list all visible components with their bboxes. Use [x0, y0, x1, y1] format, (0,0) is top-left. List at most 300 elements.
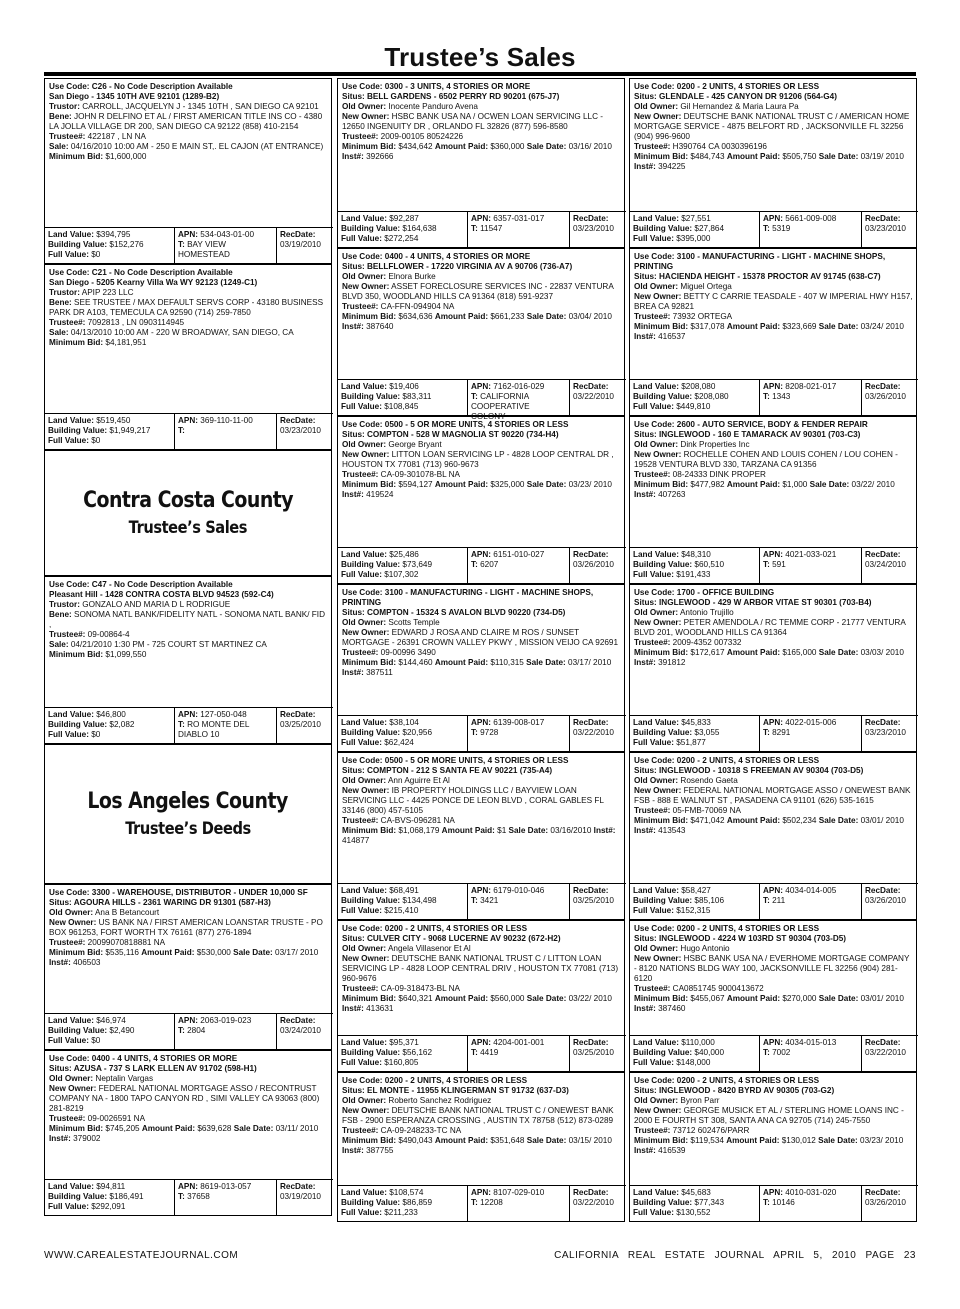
- listing-record: [45, 265, 331, 413]
- county-section: Trustee’s Deeds: [125, 819, 251, 840]
- field-value: 387460: [655, 1004, 686, 1013]
- field-label: Trustee#:: [342, 1126, 379, 1135]
- field-value: Inocente Panduro Avena: [386, 102, 478, 111]
- record-line: [342, 588, 621, 608]
- valuation-bldg: $27,864: [694, 223, 725, 233]
- field-label: Trustee#:: [634, 638, 671, 647]
- field-value: 391812: [655, 658, 686, 667]
- valuation-cell: [468, 548, 570, 583]
- record-line: [49, 590, 328, 600]
- listing-slot: [44, 78, 332, 264]
- valuation-label: APN:: [763, 214, 786, 223]
- valuation-cell: [277, 1180, 333, 1215]
- record-line: [634, 1126, 913, 1136]
- valuation-row: [630, 715, 918, 751]
- valuation-label: APN:: [763, 1038, 786, 1047]
- field-label: Use Code: 0200 - 2 UNITS, 4 STORIES OR LESS: [634, 756, 820, 765]
- field-value: H390764 CA 0030396196: [670, 142, 767, 151]
- field-label: Use Code: 3100 - MANUFACTURING - LIGHT - MACHINE SHOPS, PRINTING: [342, 588, 594, 607]
- field-value: Rosendo Gaeta: [678, 776, 738, 785]
- valuation-label: Full Value:: [48, 1035, 92, 1045]
- valuation-label: RecDate:: [865, 1188, 901, 1197]
- record-line: [49, 908, 328, 918]
- field-value: 422187 , LN NA: [85, 132, 146, 141]
- valuation-cell: [570, 212, 626, 247]
- valuation-full: $292,091: [91, 1201, 126, 1211]
- field-label: Sale:: [49, 640, 69, 649]
- listing-slot: [629, 78, 917, 248]
- field-value: 03/17/ 2010: [272, 948, 319, 957]
- field-value: $351,648: [488, 1136, 527, 1145]
- field-label: Trustee#:: [49, 132, 86, 141]
- field-value: 09-0026591 NA: [85, 1114, 146, 1123]
- field-label: Trustee#:: [49, 318, 86, 327]
- field-value: 73932 ORTEGA: [670, 312, 733, 321]
- valuation-cell: [468, 380, 570, 421]
- valuation-land: $38,104: [389, 718, 419, 727]
- field-value: 03/17/ 2010: [565, 658, 612, 667]
- record-line: [49, 92, 328, 102]
- field-label: Situs: COMPTON - 15324 S AVALON BLVD 90220 (734-D5): [342, 608, 566, 617]
- field-label: Minimum Bid:: [342, 312, 397, 321]
- record-line: [634, 588, 913, 598]
- field-label: Situs: INGLEWOOD - 4224 W 103RD ST 90304 (703-D5): [634, 934, 847, 943]
- field-value: $640,321: [396, 994, 435, 1003]
- valuation-label: Building Value:: [341, 559, 403, 569]
- field-label: Inst#:: [634, 162, 656, 171]
- field-label: Use Code: 0200 - 2 UNITS, 4 STORIES OR LESS: [634, 82, 820, 91]
- record-line: [49, 152, 328, 162]
- valuation-cell: [630, 716, 760, 751]
- valuation-label: Land Value:: [633, 886, 682, 895]
- listing-slot: [44, 576, 332, 744]
- record-line: [49, 112, 328, 132]
- valuation-label: Full Value:: [341, 401, 385, 411]
- field-label: Inst#:: [342, 490, 364, 499]
- field-label: Minimum Bid:: [634, 648, 689, 657]
- valuation-label: APN:: [471, 550, 494, 559]
- field-label: Situs: BELL GARDENS - 6502 PERRY RD 90201 (675-J7): [342, 92, 560, 101]
- valuation-rec: 03/26/2010: [865, 1197, 906, 1207]
- field-value: George Bryant: [386, 440, 442, 449]
- record-line: [342, 450, 621, 470]
- field-value: 387511: [363, 668, 393, 677]
- field-label: Minimum Bid:: [634, 480, 689, 489]
- valuation-label: APN:: [471, 718, 494, 727]
- valuation-cell: [175, 414, 277, 449]
- field-label: Inst#:: [634, 332, 656, 341]
- valuation-label: Land Value:: [633, 1038, 682, 1047]
- valuation-label: Full Value:: [341, 905, 385, 915]
- field-value: $1: [494, 826, 509, 835]
- record-line: [342, 826, 621, 846]
- field-value: 03/16/ 2010: [566, 142, 612, 151]
- field-value: 7092813 , LN 0903114945: [85, 318, 185, 327]
- valuation-apn: 6357-031-017: [493, 214, 545, 223]
- record-line: [634, 638, 913, 648]
- field-label: Inst#:: [342, 1146, 364, 1155]
- record-line: [49, 898, 328, 908]
- valuation-t: 211: [772, 895, 786, 905]
- field-value: CA-FFN-094904 NA: [378, 302, 455, 311]
- field-value: 416539: [655, 1146, 686, 1155]
- valuation-label: Building Value:: [48, 1025, 110, 1035]
- record-line: [634, 598, 913, 608]
- valuation-land: $110,000: [681, 1038, 715, 1047]
- field-value: $634,636: [396, 312, 435, 321]
- valuation-label: T:: [763, 1197, 773, 1207]
- record-line: [634, 648, 913, 668]
- field-value: Scotts Temple: [386, 618, 440, 627]
- valuation-row: [338, 883, 626, 919]
- valuation-label: T:: [471, 1197, 481, 1207]
- field-label: Minimum Bid:: [342, 142, 397, 151]
- valuation-apn: 369-110-11-00: [200, 416, 253, 425]
- field-value: EDWARD J ROSA AND CLAIRE M ROS / SUNSET MORTGAGE - 26391 CROWN VALLEY PKWY , MISSION VEIJO CA 92691: [342, 628, 619, 647]
- valuation-t: 37658: [187, 1191, 210, 1201]
- valuation-label: Building Value:: [48, 239, 110, 249]
- field-value: $323,669: [780, 322, 819, 331]
- valuation-label: APN:: [471, 214, 494, 223]
- valuation-cell: [277, 708, 333, 743]
- field-value: $1,000: [780, 480, 810, 489]
- field-value: $325,000: [488, 480, 527, 489]
- field-value: $502,234: [780, 816, 819, 825]
- valuation-label: Building Value:: [633, 1047, 695, 1057]
- valuation-label: APN:: [763, 1188, 786, 1197]
- valuation-row: [338, 547, 626, 583]
- field-label: New Owner:: [634, 954, 682, 963]
- record-line: [49, 918, 328, 938]
- valuation-cell: [277, 1014, 333, 1049]
- field-label: New Owner:: [342, 628, 390, 637]
- valuation-land: $208,080: [681, 382, 716, 391]
- field-label: Situs: HACIENDA HEIGHT - 15378 PROCTOR AV 91745 (638-C7): [634, 272, 881, 281]
- valuation-cell: [630, 380, 760, 415]
- field-value: Elnora Burke: [386, 272, 436, 281]
- record-line: [342, 1086, 621, 1096]
- field-value: LITTON LOAN SERVICING LP - 4828 LOOP CENTRAL DR , HOUSTON TX 77081 (713) 960-9673: [342, 450, 614, 469]
- field-value: HSBC BANK USA NA / EVERHOME MORTGAGE COMPANY - 8120 NATIONS BLDG WAY 100, JACKSONVILLE FL 32256 (904) 281-6120: [634, 954, 910, 983]
- field-value: 05-FMB-70069 NA: [670, 806, 741, 815]
- valuation-row: [45, 1013, 333, 1049]
- field-label: Use Code: C21 - No Code Description Available: [49, 268, 233, 277]
- valuation-label: Building Value:: [341, 727, 403, 737]
- record-line: [342, 420, 621, 430]
- record-line: [634, 152, 913, 172]
- field-value: IB PROPERTY HOLDINGS LLC / BAYVIEW LOAN SERVICING LLC - 4425 PONCE DE LEON BLVD , CORAL GABLES FL 33146 (800) 457-5105: [342, 786, 604, 815]
- valuation-bldg: $3,055: [694, 727, 720, 737]
- record-line: [634, 292, 913, 312]
- valuation-rec: 03/23/2010: [865, 223, 906, 233]
- valuation-label: Land Value:: [48, 1016, 97, 1025]
- valuation-cell: [570, 380, 626, 415]
- valuation-full: $152,315: [676, 905, 711, 915]
- field-value: 03/01/ 2010: [858, 816, 904, 825]
- field-label: Minimum Bid:: [634, 816, 689, 825]
- valuation-cell: [468, 716, 570, 751]
- valuation-rec: 03/25/2010: [280, 719, 321, 729]
- valuation-label: T:: [763, 559, 773, 569]
- field-value: Antonio Trujillo: [678, 608, 734, 617]
- field-label: Inst#:: [593, 826, 616, 835]
- valuation-cell: [862, 884, 918, 919]
- field-value: $270,000: [780, 994, 819, 1003]
- valuation-cell: [862, 716, 918, 751]
- valuation-land: $519,450: [96, 416, 131, 425]
- field-label: Trustee#:: [634, 470, 671, 479]
- field-value: $172,617: [688, 648, 727, 657]
- valuation-t: 4419: [480, 1047, 499, 1057]
- listing-record: [338, 417, 624, 547]
- field-value: 03/22/ 2010: [849, 480, 895, 489]
- field-value: 387755: [363, 1146, 394, 1155]
- field-label: Situs: AGOURA HILLS - 2361 WARING DR 91301 (587-H3): [49, 898, 271, 907]
- listing-record: [630, 249, 916, 379]
- field-value: DEUTSCHE BANK NATIONAL TRUST C / AMERICAN HOME MORTGAGE SERVICE - 4875 BELFORT RD , JACKSONVILLE FL 32256 (904) 996-9600: [634, 112, 910, 141]
- field-label: Amount Paid:: [726, 648, 781, 657]
- valuation-apn: 7162-016-029: [493, 382, 545, 391]
- valuation-bldg: $86,859: [402, 1197, 433, 1207]
- valuation-cell: [760, 1036, 862, 1071]
- valuation-full: $108,845: [384, 401, 419, 411]
- record-line: [634, 440, 913, 450]
- valuation-cell: [570, 1036, 626, 1071]
- valuation-cell: [175, 708, 277, 743]
- field-label: Situs: INGLEWOOD - 10318 S FREEMAN AV 90304 (703-D5): [634, 766, 864, 775]
- valuation-rec: 03/25/2010: [573, 895, 614, 905]
- valuation-label: Full Value:: [341, 1207, 385, 1217]
- record-line: [342, 1096, 621, 1106]
- valuation-apn: 4010-031-020: [785, 1188, 837, 1197]
- field-value: 09-00996 3490: [378, 648, 436, 657]
- record-line: [342, 648, 621, 658]
- valuation-label: RecDate:: [573, 1188, 609, 1197]
- record-line: [49, 600, 328, 610]
- field-label: Use Code: 3100 - MANUFACTURING - LIGHT - MACHINE SHOPS, PRINTING: [634, 252, 886, 271]
- valuation-apn: 8107-029-010: [493, 1188, 545, 1197]
- valuation-label: Full Value:: [341, 1057, 385, 1067]
- valuation-land: $94,811: [96, 1182, 126, 1191]
- field-value: DEUTSCHE BANK NATIONAL TRUST C / ONEWEST BANK FSB - 2900 ESPERANZA CROSSING , AUSTIN TX 78758 (512) 873-0289: [342, 1106, 614, 1125]
- valuation-label: RecDate:: [865, 886, 901, 895]
- field-label: New Owner:: [634, 292, 682, 301]
- valuation-cell: [175, 228, 277, 263]
- listing-slot: [629, 248, 917, 416]
- field-value: CARROLL, JACQUELYN J - 1345 10TH , SAN DIEGO CA 92101: [79, 102, 319, 111]
- record-line: [634, 92, 913, 102]
- valuation-full: $215,410: [384, 905, 419, 915]
- field-value: $471,042: [688, 816, 727, 825]
- valuation-label: RecDate:: [280, 1016, 316, 1025]
- record-line: [342, 786, 621, 816]
- field-label: Amount Paid:: [434, 312, 489, 321]
- listing-slot: [44, 884, 332, 1050]
- valuation-row: [630, 1185, 918, 1221]
- field-label: Minimum Bid:: [634, 322, 689, 331]
- field-value: $144,460: [396, 658, 435, 667]
- field-label: Old Owner:: [342, 776, 387, 785]
- record-line: [634, 102, 913, 112]
- valuation-row: [630, 883, 918, 919]
- field-label: Situs: BELLFLOWER - 17220 VIRGINIA AV A 90706 (736-A7): [342, 262, 573, 271]
- field-value: $477,982: [688, 480, 727, 489]
- field-label: Old Owner:: [634, 1096, 679, 1105]
- valuation-land: $19,406: [389, 382, 419, 391]
- valuation-row: [338, 1185, 626, 1221]
- valuation-cell: [862, 1186, 918, 1221]
- valuation-land: $92,287: [389, 214, 419, 223]
- valuation-bldg: $164,638: [402, 223, 437, 233]
- field-value: 416537: [655, 332, 686, 341]
- field-value: $745,205: [103, 1124, 142, 1133]
- field-value: 08-24333 DINK PROPER: [670, 470, 766, 479]
- valuation-row: [338, 715, 626, 751]
- valuation-apn: 127-050-048: [200, 710, 247, 719]
- field-value: $1,600,000: [103, 152, 147, 161]
- valuation-label: APN:: [178, 230, 201, 239]
- valuation-t: 3421: [480, 895, 499, 905]
- record-line: [634, 272, 913, 282]
- valuation-t: 11547: [480, 223, 503, 233]
- valuation-cell: [45, 1014, 175, 1049]
- field-label: Situs: COMPTON - 528 W MAGNOLIA ST 90220 (734-H4): [342, 430, 559, 439]
- listing-record: [45, 1051, 331, 1179]
- record-line: [634, 776, 913, 786]
- valuation-label: Building Value:: [48, 425, 110, 435]
- valuation-full: $107,302: [384, 569, 419, 579]
- field-value: SEE TRUSTEE / MAX DEFAULT SERVS CORP - 43180 BUSINESS PARK DR A103, TEMECULA CA 92590 (714) 259-7850: [49, 298, 324, 317]
- valuation-label: Full Value:: [48, 435, 92, 445]
- record-line: [49, 948, 328, 968]
- field-label: Sale Date:: [818, 648, 859, 657]
- field-label: Amount Paid:: [141, 1124, 196, 1133]
- record-line: [634, 984, 913, 994]
- valuation-label: Full Value:: [341, 569, 385, 579]
- valuation-cell: [862, 212, 918, 247]
- record-line: [49, 298, 328, 318]
- field-value: 03/24/ 2010: [858, 322, 904, 331]
- valuation-label: RecDate:: [573, 886, 609, 895]
- valuation-bldg: $2,082: [109, 719, 135, 729]
- valuation-cell: [760, 716, 862, 751]
- page-title: Trustee’s Sales: [384, 42, 576, 72]
- record-line: [634, 924, 913, 934]
- valuation-label: T:: [763, 223, 773, 233]
- field-label: New Owner:: [634, 786, 682, 795]
- field-label: Trustee#:: [342, 816, 379, 825]
- record-line: [342, 1106, 621, 1126]
- record-line: [634, 786, 913, 806]
- record-line: [634, 994, 913, 1014]
- valuation-land: $394,795: [96, 230, 131, 239]
- record-line: [342, 440, 621, 450]
- valuation-label: Land Value:: [633, 1188, 682, 1197]
- listing-slot: [337, 920, 625, 1072]
- field-label: Situs: AZUSA - 737 S LARK ELLEN AV 91702 (598-H1): [49, 1064, 257, 1073]
- field-value: 04/21/2010 1:30 PM - 725 COURT ST MARTINEZ CA: [68, 640, 267, 649]
- valuation-label: RecDate:: [865, 1038, 901, 1047]
- valuation-label: RecDate:: [573, 214, 609, 223]
- field-label: Minimum Bid:: [634, 152, 689, 161]
- valuation-full: $191,433: [676, 569, 711, 579]
- valuation-cell: [862, 1036, 918, 1071]
- valuation-land: $68,491: [389, 886, 419, 895]
- valuation-label: Land Value:: [48, 710, 97, 719]
- valuation-full: $130,552: [676, 1207, 711, 1217]
- valuation-bldg: $134,498: [402, 895, 437, 905]
- field-value: 03/16/2010: [548, 826, 594, 835]
- valuation-apn: 6179-010-046: [493, 886, 545, 895]
- record-line: [342, 142, 621, 162]
- valuation-apn: 5661-009-008: [785, 214, 837, 223]
- field-value: 73712 602476/PARR: [670, 1126, 750, 1135]
- valuation-land: $108,574: [389, 1188, 424, 1197]
- field-label: Amount Paid:: [434, 658, 489, 667]
- field-label: Minimum Bid:: [49, 1124, 104, 1133]
- valuation-apn: 4034-015-013: [785, 1038, 837, 1047]
- record-line: [634, 480, 913, 500]
- field-value: 406503: [70, 958, 101, 967]
- field-label: Trustee#:: [342, 302, 379, 311]
- valuation-bldg: $1,949,217: [109, 425, 151, 435]
- record-line: [634, 756, 913, 766]
- valuation-apn: 4034-014-005: [785, 886, 837, 895]
- field-value: $130,012: [779, 1136, 819, 1145]
- footer-website: WWW.CAREALESTATEJOURNAL.COM: [44, 1250, 239, 1261]
- valuation-label: RecDate:: [280, 230, 316, 239]
- valuation-label: RecDate:: [280, 1182, 316, 1191]
- field-value: ROCHELLE COHEN AND LOUIS COHEN / LOU COHEN - 19528 VENTURA BLVD 330, TARZANA CA 91356: [634, 450, 898, 469]
- field-label: Situs: CULVER CITY - 9068 LUCERNE AV 90232 (672-H2): [342, 934, 561, 943]
- valuation-full: $395,000: [676, 233, 711, 243]
- valuation-t: 1343: [772, 391, 791, 401]
- field-label: New Owner:: [634, 618, 682, 627]
- listing-record: [338, 753, 624, 883]
- field-value: 09-00864-4: [85, 630, 130, 639]
- record-line: [342, 608, 621, 618]
- valuation-full: $62,424: [384, 737, 414, 747]
- field-label: Sale:: [49, 328, 69, 337]
- field-label: Trustee#:: [634, 142, 671, 151]
- field-label: Sale Date:: [526, 312, 567, 321]
- field-label: Use Code: 0200 - 2 UNITS, 4 STORIES OR LESS: [634, 1076, 820, 1085]
- field-value: 414877: [342, 836, 370, 845]
- field-label: Sale Date:: [233, 948, 273, 957]
- record-line: [634, 934, 913, 944]
- field-label: Old Owner:: [634, 776, 679, 785]
- listing-slot: [337, 416, 625, 584]
- listing-slot: [629, 1072, 917, 1222]
- record-line: [634, 1086, 913, 1096]
- valuation-cell: [338, 884, 468, 919]
- county-section: Trustee’s Sales: [128, 518, 248, 539]
- field-label: Pleasant Hill - 1428 CONTRA COSTA BLVD 94523 (592-C4): [49, 590, 274, 599]
- field-label: Use Code: 0200 - 2 UNITS, 4 STORIES OR LESS: [342, 1076, 528, 1085]
- field-value: 03/11/ 2010: [273, 1124, 319, 1133]
- valuation-label: Building Value:: [633, 559, 695, 569]
- field-label: Inst#:: [342, 152, 364, 161]
- valuation-label: T:: [763, 391, 773, 401]
- field-value: GONZALO AND MARIA D L RODRIGUE: [79, 600, 231, 609]
- valuation-cell: [862, 380, 918, 415]
- valuation-full: $272,254: [384, 233, 419, 243]
- valuation-cell: [760, 380, 862, 415]
- listing-slot: [337, 752, 625, 920]
- valuation-label: Land Value:: [633, 214, 682, 223]
- field-value: $4,181,951: [103, 338, 147, 347]
- field-value: 03/03/ 2010: [858, 648, 904, 657]
